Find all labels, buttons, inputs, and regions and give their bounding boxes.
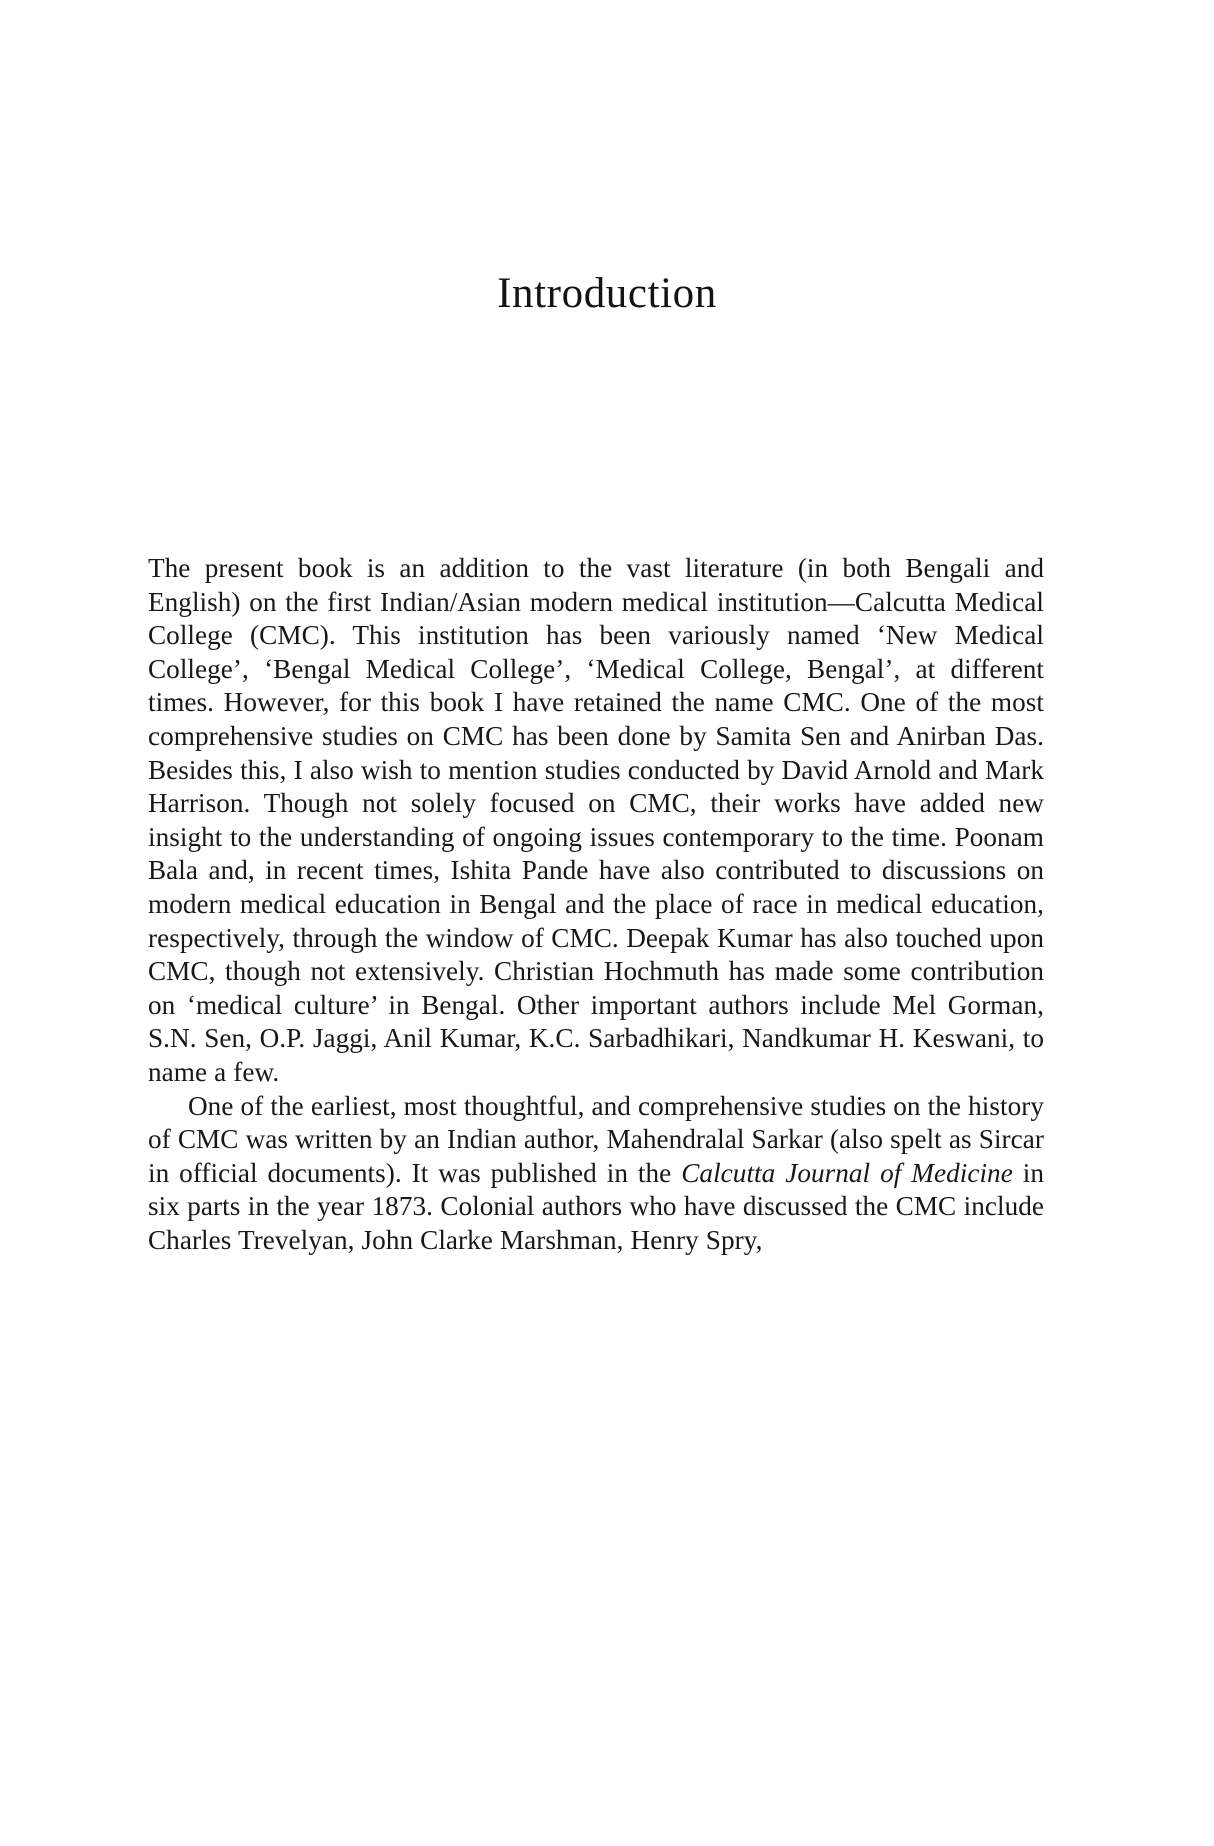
- paragraph-2-text-part-2: in six parts in the year 1873. Colonial authors who have discussed the CMC include Charles Trevelyan, John Clarke Marshman, Henry Spry,: [148, 1157, 1044, 1255]
- page-title: Introduction: [497, 270, 717, 317]
- paragraph-1: [148, 552, 1044, 1090]
- paragraph-2: [148, 1090, 1044, 1258]
- paragraph-1-text: The present book is an addition to the vast literature (in both Bengali and English) on the first Indian/Asian modern medical institution—Calcutta Medical College (CMC). This institution has been variously named ‘New Medical College’, ‘Bengal Medical College’, ‘Medical College, Bengal’, at different times. However, for this book I have retained the name CMC. One of the most comprehensive studies on CMC has been done by Samita Sen and Anirban Das. Besides this, I also wish to mention studies conducted by David Arnold and Mark Harrison. Though not solely focused on CMC, their works have added new insight to the understanding of ongoing issues contemporary to the time. Poonam Bala and, in recent times, Ishita Pande have also contributed to discussions on modern medical education in Bengal and the place of race in medical education, respectively, through the window of CMC. Deepak Kumar has also touched upon CMC, though not extensively. Christian Hochmuth has made some contribution on ‘medical culture’ in Bengal. Other important authors include Mel Gorman, S.N. Sen, O.P. Jaggi, Anil Kumar, K.C. Sarbadhikari, Nandkumar H. Keswani, to name a few.: [148, 553, 1044, 1087]
- body-text-block: [148, 552, 1044, 1257]
- paragraph-2-text-part-1: One of the earliest, most thoughtful, and comprehensive studies on the history of CMC was written by an Indian author, Mahendralal Sarkar (also spelt as Sircar in official documents). It was published in the: [148, 1090, 1044, 1188]
- journal-title-calcutta-journal-of-medicine: Calcutta Journal of Medicine: [681, 1157, 1013, 1188]
